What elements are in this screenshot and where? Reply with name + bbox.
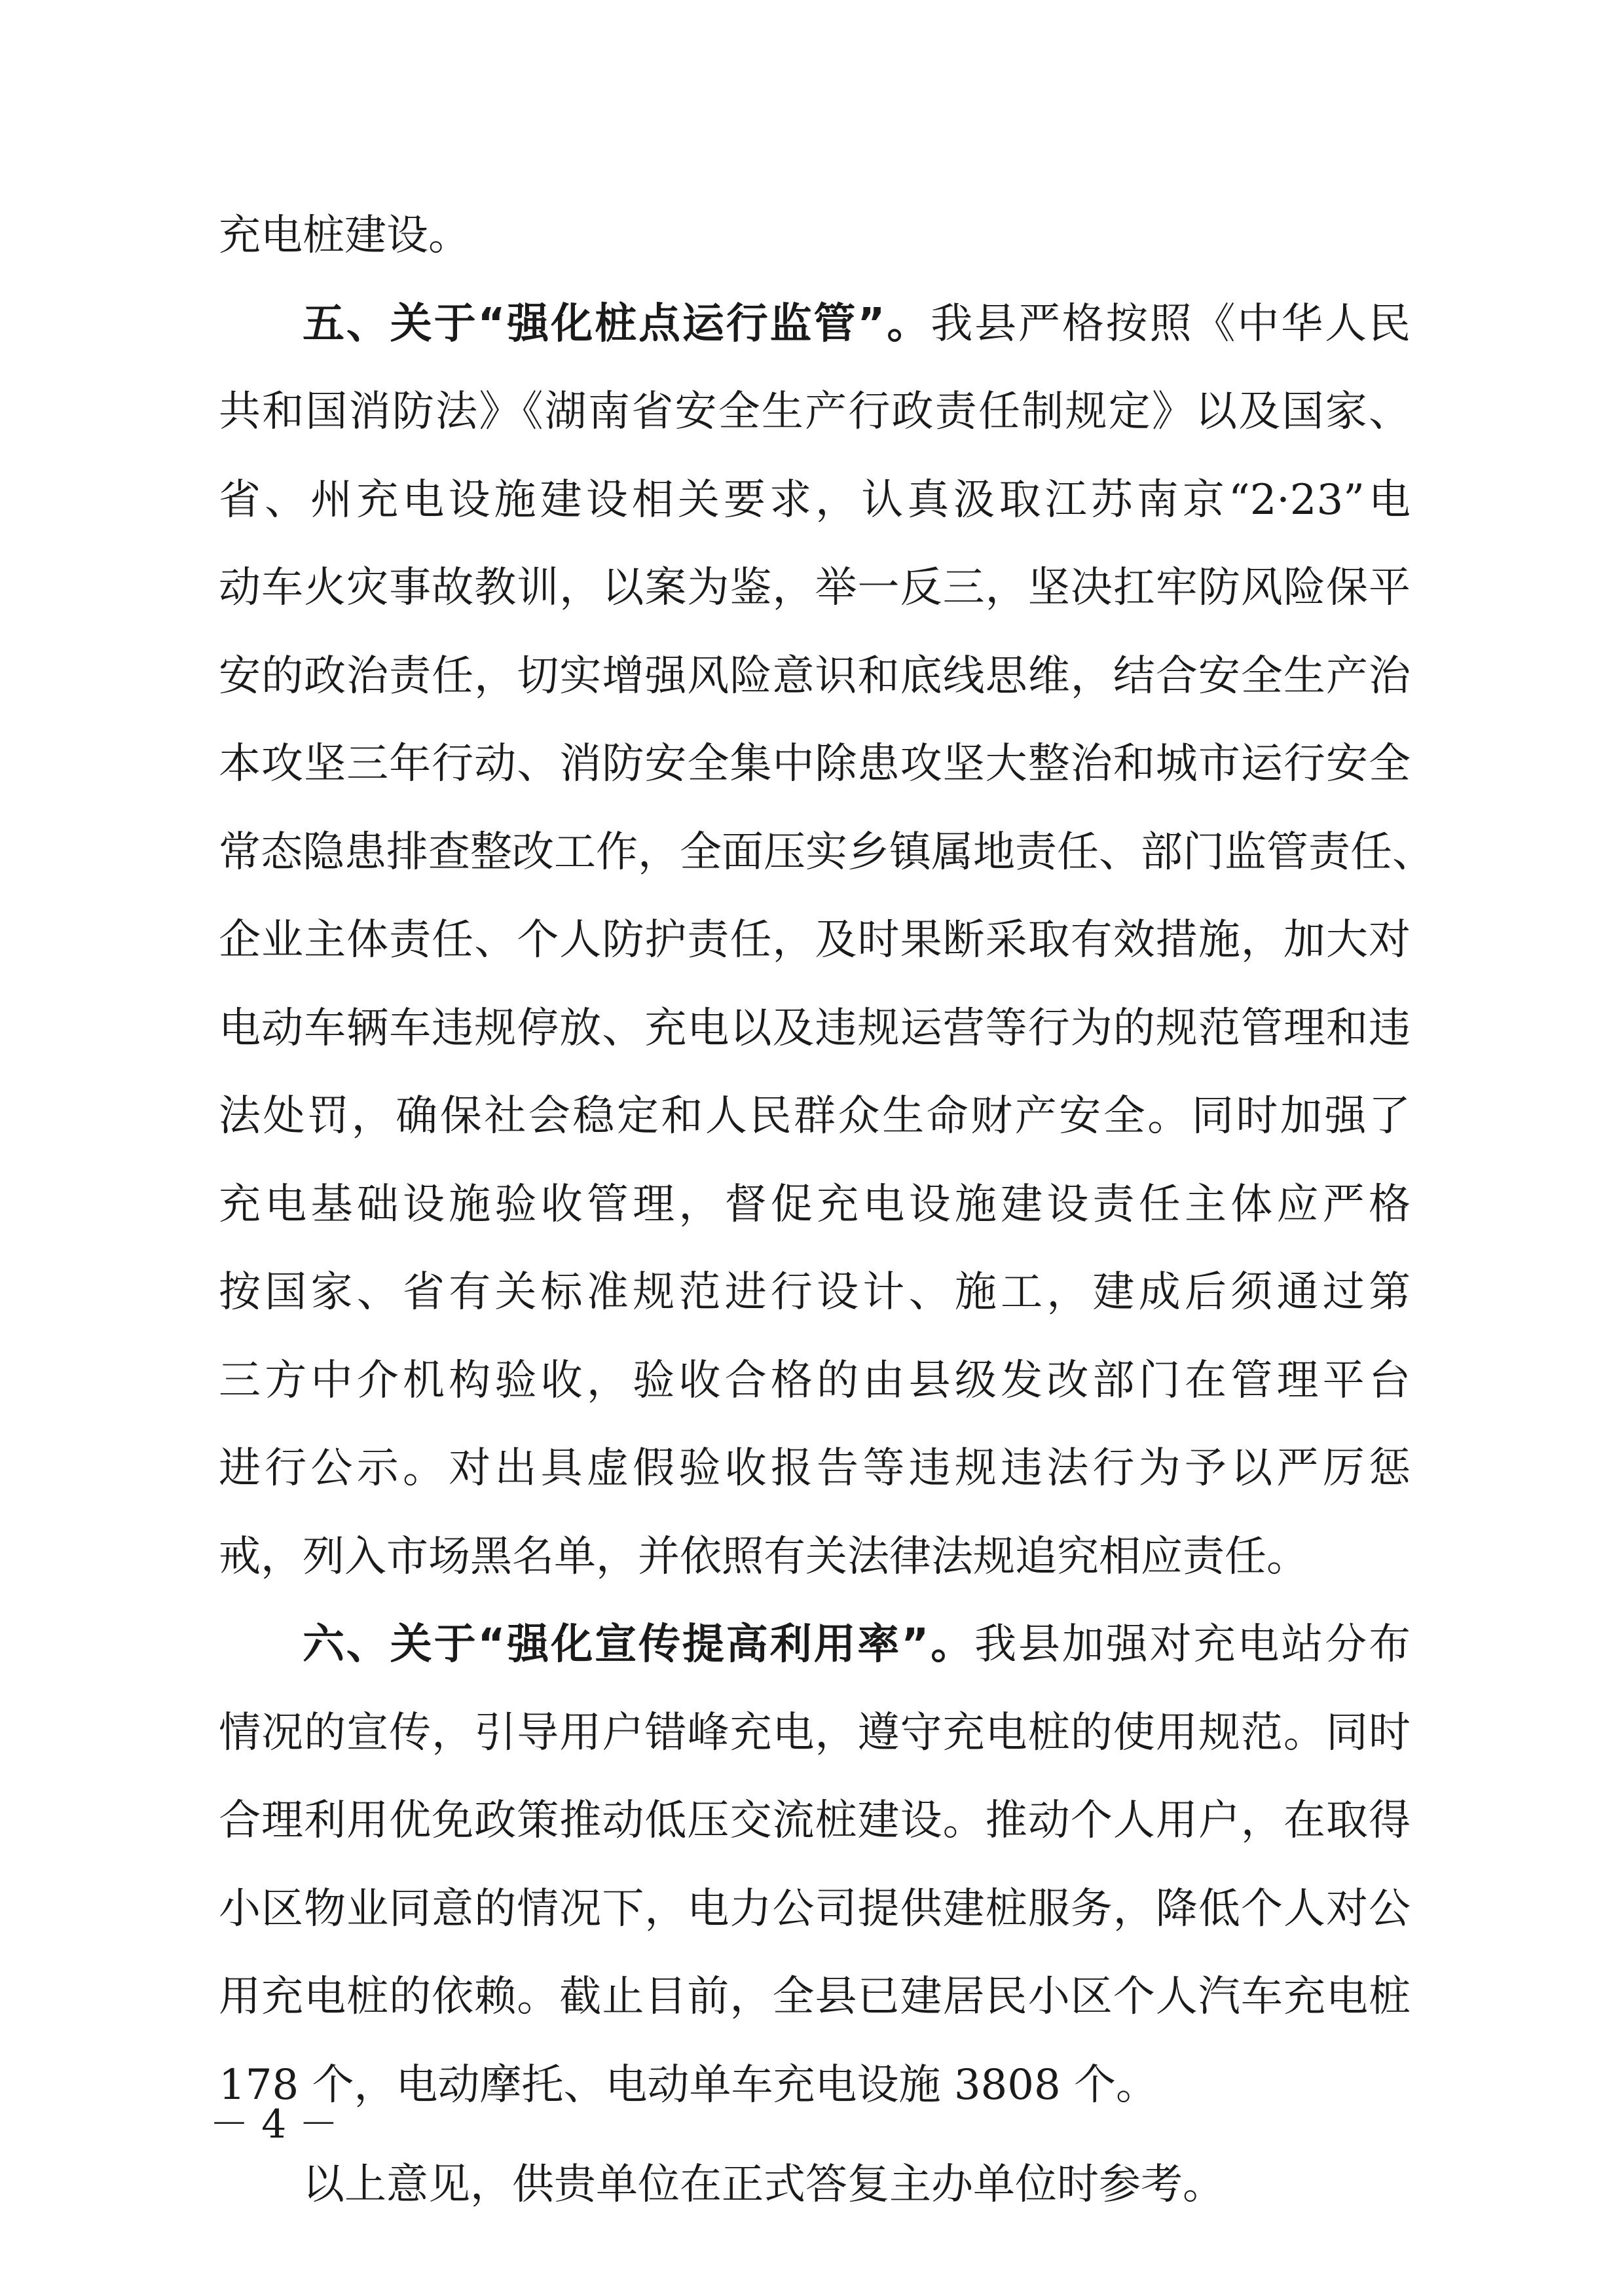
- body-line: [219, 1165, 1411, 1244]
- body-line: [219, 725, 1411, 803]
- body-line: [219, 989, 1411, 1068]
- body-line: [219, 1870, 1411, 1948]
- line-text: 企业主体责任、个人防护责任，及时果断采取有效措施，加大对: [219, 916, 1411, 964]
- body-line: [219, 1253, 1411, 1332]
- line-text: 小区物业同意的情况下，电力公司提供建桩服务，降低个人对公: [219, 1885, 1411, 1933]
- body-line: [219, 1518, 1411, 1596]
- line-text: 戒，列入市场黑名单，并依照有关法律法规追究相应责任。: [219, 1533, 1308, 1581]
- line-text: 本攻坚三年行动、消防安全集中除患攻坚大整治和城市运行安全: [219, 740, 1411, 788]
- line-text: 共和国消防法》《湖南省安全生产行政责任制规定》以及国家、: [219, 388, 1411, 436]
- line-text: 省、州充电设施建设相关要求，认真汲取江苏南京“2·23”电: [219, 476, 1411, 524]
- line-text: 178 个，电动摩托、电动单车充电设施 3808 个。: [219, 2061, 1158, 2109]
- line-text: 充电基础设施验收管理，督促充电设施建设责任主体应严格: [219, 1180, 1411, 1229]
- body-line: [219, 1958, 1411, 2036]
- body-line: [219, 373, 1411, 451]
- body-line: [219, 901, 1411, 979]
- line-text: 我县加强对充电站分布: [974, 1620, 1411, 1669]
- line-text: 三方中介机构验收，验收合格的由县级发改部门在管理平台: [219, 1357, 1411, 1405]
- line-text: 我县严格按照《中华人民: [931, 300, 1411, 348]
- body-line: [219, 813, 1434, 892]
- line-text: 充电桩建设。: [219, 211, 470, 260]
- closing-line: [303, 2145, 1411, 2224]
- body-line: [219, 1429, 1411, 1508]
- line-text: 按国家、省有关标准规范进行设计、施工，建成后须通过第: [219, 1268, 1411, 1317]
- line-text: 电动车辆车违规停放、充电以及违规运营等行为的规范管理和违: [219, 1004, 1411, 1053]
- section-heading: 五、关于“强化桩点运行监管”。: [303, 300, 931, 348]
- body-line: [219, 461, 1411, 539]
- body-line: [219, 1077, 1411, 1156]
- line-text: 以上意见，供贵单位在正式答复主办单位时参考。: [303, 2160, 1225, 2209]
- body-line: [219, 1694, 1411, 1772]
- body-line: [219, 196, 1411, 275]
- line-text: 用充电桩的依赖。截止目前，全县已建居民小区个人汽车充电桩: [219, 1973, 1411, 2021]
- line-text: 动车火灾事故教训，以案为鉴，举一反三，坚决扛牢防风险保平: [219, 564, 1411, 612]
- body-line: [219, 549, 1411, 627]
- body-line: [219, 1341, 1411, 1420]
- section-heading: 六、关于“强化宣传提高利用率”。: [303, 1620, 975, 1669]
- line-text: 进行公示。对出具虚假验收报告等违规违法行为予以严厉惩: [219, 1444, 1411, 1493]
- section-6-heading-line: [303, 1605, 1411, 1684]
- line-text: 合理利用优免政策推动低压交流桩建设。推动个人用户，在取得: [219, 1796, 1411, 1845]
- line-text: 安的政治责任，切实增强风险意识和底线思维，结合安全生产治: [219, 652, 1411, 701]
- body-line: [219, 637, 1411, 716]
- page-number: － 4 －: [210, 2102, 339, 2147]
- line-text: 法处罚，确保社会稳定和人民群众生命财产安全。同时加强了: [219, 1092, 1411, 1140]
- body-line: [219, 2046, 1411, 2124]
- body-line: [219, 1781, 1411, 1860]
- section-5-heading-line: [303, 285, 1411, 363]
- line-text: 情况的宣传，引导用户错峰充电，遵守充电桩的使用规范。同时: [219, 1709, 1411, 1757]
- line-text: 常态隐患排查整改工作，全面压实乡镇属地责任、部门监管责任、: [219, 828, 1434, 877]
